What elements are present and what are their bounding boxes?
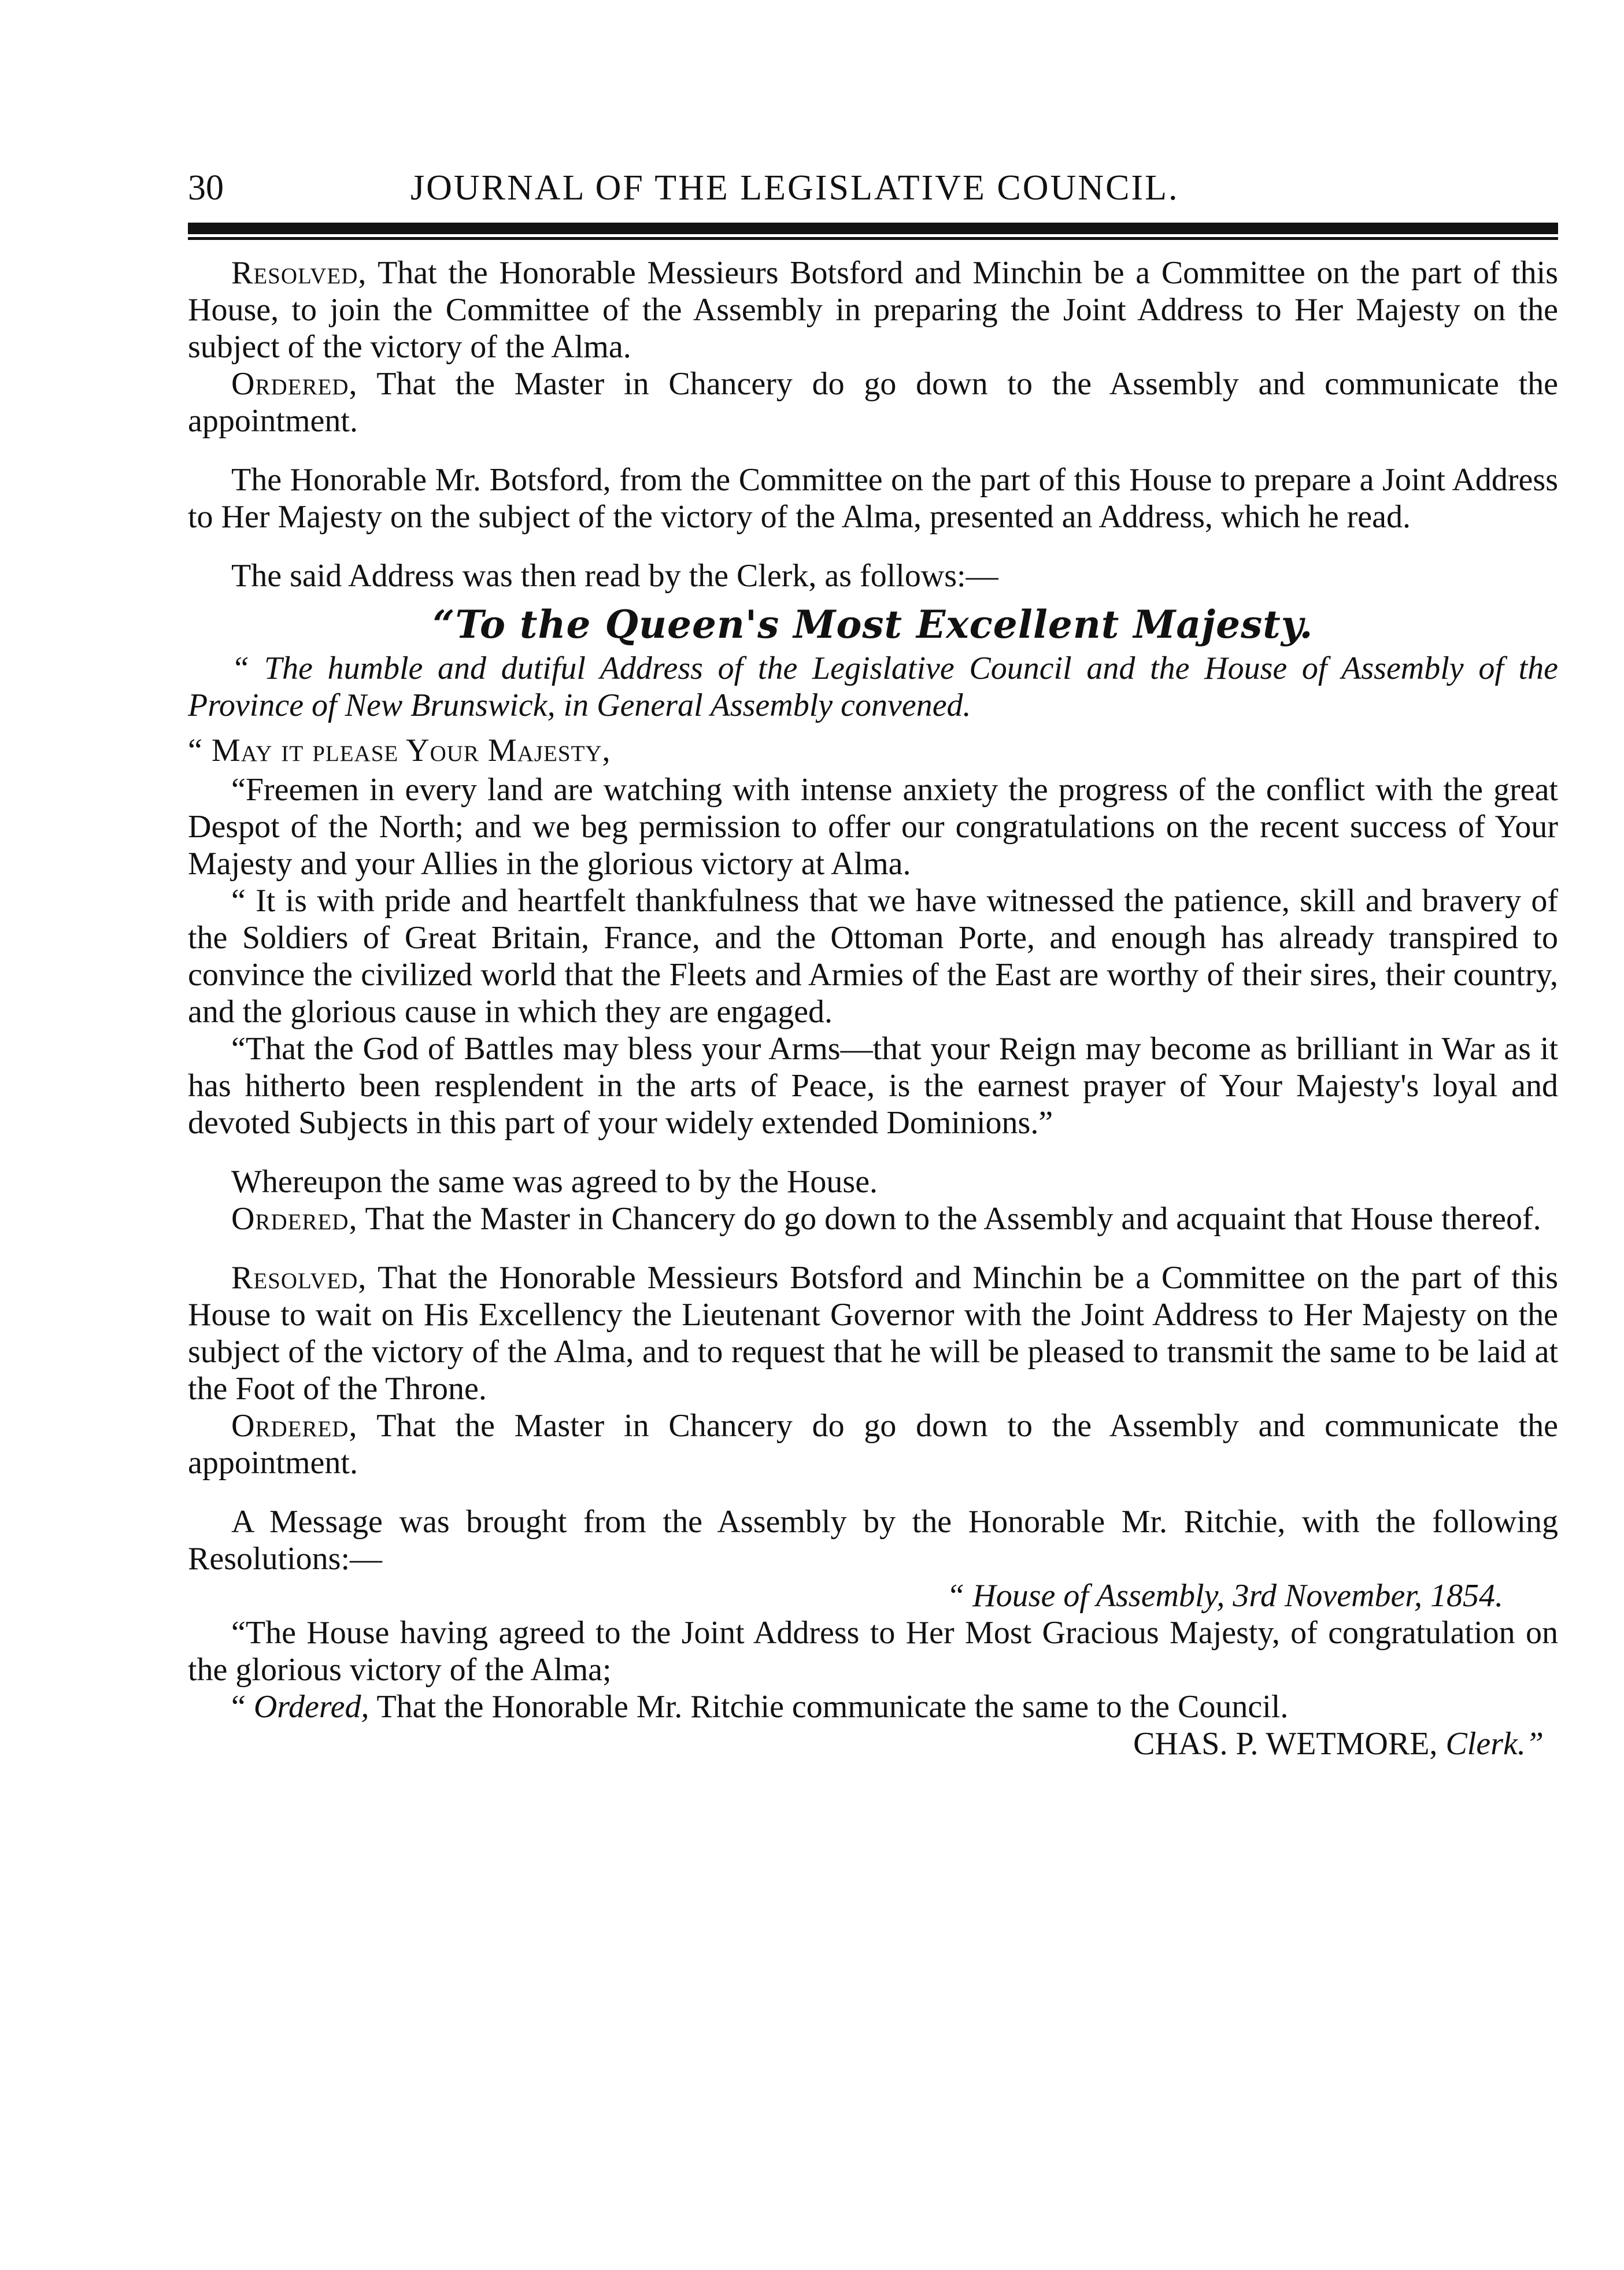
ordered-lead: Ordered, (231, 1408, 358, 1444)
resolved-wait-paragraph (188, 1259, 1558, 1407)
ordered-lead: Ordered, (231, 366, 358, 402)
address-paragraph: “That the God of Battles may bless your Arms—that your Reign may become as brilliant in War as it has hitherto been resplendent in the arts of Peace, is the earnest prayer of Your Majesty's loyal and devoted Subjects in this part of your widely extended Dominions.” (188, 1031, 1558, 1141)
resolved-text: That the Honorable Messieurs Botsford and Minchin be a Committee on the part of this House, to join the Committee of the Assembly in preparing the Joint Address to Her Majesty on the subject of the victory of the Alma. (188, 255, 1558, 365)
message-paragraph: A Message was brought from the Assembly by the Honorable Mr. Ritchie, with the following Resolutions:— (188, 1504, 1558, 1577)
ordered-text: That the Master in Chancery do go down to the Assembly and acquaint that House thereof. (357, 1201, 1541, 1237)
resolved-lead: Resolved, (231, 255, 367, 291)
signature-role: Clerk.” (1445, 1726, 1544, 1762)
botsford-report-paragraph: The Honorable Mr. Botsford, from the Committee on the part of this House to prepare a Joint Address to Her Majesty on the subject of the victory of the Alma, presented an Address, which he read. (188, 462, 1558, 535)
address-paragraph: “Freemen in every land are watching with intense anxiety the progress of the conflict with the great Despot of the North; and we beg permission to offer our congratulations on the recent success of Your Majesty and your Allies in the glorious victory at Alma. (188, 772, 1558, 882)
header-rule-thick (188, 223, 1558, 234)
resolved-lead: Resolved, (231, 1260, 367, 1296)
address-title: “To the Queen's Most Excellent Majesty. (432, 602, 1314, 647)
resolved-text: That the Honorable Messieurs Botsford and Minchin be a Committee on the part of this House to wait on His Excellency the Lieutenant Governor with the Joint Address to Her Majesty on the subject of the victory of the Alma, and to request that he will be pleased to transmit the same to be laid at the Foot of the Throne. (188, 1260, 1558, 1407)
page-header (188, 168, 1558, 214)
ordered-communicate-paragraph (188, 1407, 1558, 1481)
ordered-lead: Ordered, (231, 1201, 358, 1237)
page-number: 30 (188, 168, 224, 208)
address-subtitle: “ The humble and dutiful Address of the Legislative Council and the House of Assembly of the Province of New Brunswick, in General Assembly convened. (188, 650, 1558, 723)
ordered-text: That the Master in Chancery do go down to the Assembly and communicate the appointment. (188, 1408, 1558, 1481)
journal-title: JOURNAL OF THE LEGISLATIVE COUNCIL. (410, 168, 1179, 208)
journal-body (188, 254, 1558, 1762)
address-salutation: “ May it please Your Majesty, (188, 733, 611, 768)
assembly-ordered-paragraph (188, 1688, 1558, 1725)
signature-name: CHAS. P. WETMORE, (1133, 1726, 1446, 1762)
assembly-agreed-paragraph: “The House having agreed to the Joint Address to Her Most Gracious Majesty, of congratulation on the glorious victory of the Alma; (188, 1615, 1558, 1688)
ordered-lead-italic: Ordered, (253, 1689, 369, 1725)
address-paragraph: “ It is with pride and heartfelt thankfulness that we have witnessed the patience, skill and bravery of the Soldiers of Great Britain, France, and the Ottoman Porte, and enough has already transpired to convince the civilized world that the Fleets and Armies of the East are worthy of their sires, their country, and the glorious cause in which they are engaged. (188, 883, 1558, 1030)
header-rule-thin (188, 237, 1558, 240)
quote-open: “ (231, 1689, 254, 1725)
assembly-dateline: “ House of Assembly, 3rd November, 1854. (946, 1578, 1503, 1614)
clerk-read-paragraph: The said Address was then read by the Clerk, as follows:— (231, 558, 998, 594)
resolved-committee-paragraph (188, 254, 1558, 365)
ordered-acquaint-paragraph (188, 1200, 1558, 1237)
ordered-text: That the Master in Chancery do go down to the Assembly and communicate the appointment. (188, 366, 1558, 439)
clerk-signature (188, 1725, 1558, 1762)
ordered-paragraph (188, 365, 1558, 439)
agreed-paragraph: Whereupon the same was agreed to by the House. (231, 1164, 878, 1200)
ordered-text: That the Honorable Mr. Ritchie communicate the same to the Council. (369, 1689, 1289, 1725)
